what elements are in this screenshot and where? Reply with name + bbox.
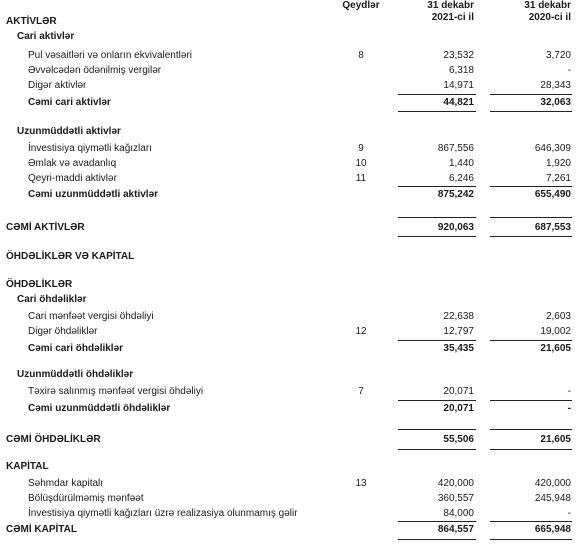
row-note: 7 [358,386,364,397]
rule-line [398,94,476,95]
value-2020: - [567,386,571,397]
row-label: CƏMİ ÖHDƏLİKLƏR [6,434,101,445]
table-row [0,492,582,506]
section-heading-assets [0,15,582,29]
section-heading-liabilities-equity [0,250,582,264]
row-label: Əvvəlcədən ödənilmiş vergilər [28,65,162,76]
row-label: ÖHDƏLİKLƏR VƏ KAPİTAL [6,251,135,262]
rule-line [398,186,476,187]
value-2021: 23,532 [443,50,474,61]
value-2021: 20,071 [443,403,474,414]
table-row [0,385,582,399]
value-2020: 646,309 [534,143,571,154]
rule-line [490,111,572,112]
value-2020: 1,920 [545,158,571,169]
value-2020: 420,000 [534,478,571,489]
rule-line [398,340,476,341]
subtotal-row [0,342,582,356]
rule-line [490,400,572,401]
subheading-current-assets [0,30,582,44]
rule-line [398,400,476,401]
row-note: 11 [355,173,367,184]
table-row [0,49,582,63]
rule-line [490,429,572,430]
row-note: 9 [358,143,364,154]
rule-line [398,236,476,237]
value-2021: 864,557 [437,524,474,535]
value-2021: 12,797 [443,326,474,337]
grand-total-row [0,221,582,235]
value-2021: 420,000 [437,478,474,489]
row-label: Cari öhdəliklər [17,294,87,305]
row-label: Qeyri-maddi aktivlər [28,173,117,184]
value-2021: 35,435 [443,343,474,354]
row-note: 12 [355,326,367,337]
subtotal-row [0,96,582,110]
row-label: İnvestisiya qiymətli kağızları [28,143,152,154]
value-2021: 360,557 [437,493,474,504]
row-label: İnvestisiya qiymətli kağızları üzrə realizasiya olunmamış gəlir [28,508,298,519]
table-row [0,142,582,156]
subtotal-row [0,402,582,416]
value-2020: 2,603 [545,311,571,322]
rule-line [398,449,476,450]
value-2020: - [567,403,571,414]
row-note: 13 [355,478,367,489]
value-2021: 867,556 [437,143,474,154]
value-2020: 19,002 [540,326,571,337]
column-header-notes [338,0,384,12]
rule-line [398,539,476,540]
value-2021: 22,638 [443,311,474,322]
value-2021: 920,063 [437,222,474,233]
value-2020: 32,063 [540,97,571,108]
value-2020: 655,490 [534,189,571,200]
row-label: Cəmi cari öhdəliklər [28,343,124,354]
row-label: Bölüşdürülməmiş mənfəət [28,493,144,504]
rule-line [490,217,572,218]
row-label: CƏMİ KAPİTAL [6,524,77,535]
section-heading-equity [0,460,582,474]
table-row [0,477,582,491]
rule-line [490,539,572,540]
row-label: Cari mənfəət vergisi öhdəliyi [28,311,154,322]
header-2020-line2: 2020-ci il [528,12,571,23]
header-2021-line1: 31 dekabr [427,0,474,11]
row-label: Cəmi cari aktivlər [28,97,111,108]
value-2020: - [567,65,571,76]
table-row [0,172,582,186]
table-row [0,507,582,521]
value-2020: 665,948 [534,524,571,535]
rule-line [398,429,476,430]
row-label: Pul vəsaitləri və onların ekvivalentləri [28,50,192,61]
value-2020: 21,605 [540,434,571,445]
rule-line [398,217,476,218]
rule-line [398,521,476,522]
subheading-noncurrent-liabilities [0,368,582,382]
subtotal-row [0,188,582,202]
value-2021: 6,318 [448,65,474,76]
value-2021: 6,246 [448,173,474,184]
value-2021: 55,506 [443,434,474,445]
rule-line [490,340,572,341]
grand-total-row [0,523,582,537]
table-row [0,79,582,93]
row-label: Uzunmüddətli öhdəliklər [17,369,134,380]
grand-total-row [0,433,582,447]
rule-line [490,521,572,522]
table-row [0,325,582,339]
row-label: AKTİVLƏR [6,16,57,27]
section-heading-liabilities [0,278,582,292]
value-2021: 20,071 [443,386,474,397]
rule-line [490,94,572,95]
row-label: ÖHDƏLİKLƏR [6,279,73,290]
value-2020: 3,720 [545,50,571,61]
value-2020: 7,261 [545,173,571,184]
notes-header-label: Qeydlər [342,0,380,11]
row-label: KAPİTAL [6,461,49,472]
value-2020: - [567,508,571,519]
table-row [0,157,582,171]
row-label: Uzunmüddətli aktivlər [17,126,121,137]
row-label: Cəmi uzunmüddətli aktivlər [28,189,159,200]
rule-line [490,449,572,450]
row-label: CƏMİ AKTİVLƏR [6,222,85,233]
value-2021: 14,971 [443,80,474,91]
value-2021: 875,242 [437,189,474,200]
value-2021: 1,440 [448,158,474,169]
row-note: 10 [355,158,367,169]
row-label: Digər öhdəliklər [28,326,98,337]
rule-line [490,186,572,187]
table-row [0,64,582,78]
header-2021-line2: 2021-ci il [431,12,474,23]
table-row [0,310,582,324]
value-2021: 84,000 [443,508,474,519]
row-note: 8 [358,50,364,61]
row-label: Səhmdar kapitalı [28,478,104,489]
value-2020: 245,948 [534,493,571,504]
subheading-current-liabilities [0,293,582,307]
value-2020: 28,343 [540,80,571,91]
value-2020: 687,553 [534,222,571,233]
value-2020: 21,605 [540,343,571,354]
subheading-noncurrent-assets [0,125,582,139]
row-label: Cəmi uzunmüddətli öhdəliklər [28,403,171,414]
value-2021: 44,821 [443,97,474,108]
row-label: Digər aktivlər [28,80,87,91]
rule-line [398,111,476,112]
row-label: Əmlak və avadanlıq [28,158,117,169]
row-label: Cari aktivlər [17,31,75,42]
header-2020-line1: 31 dekabr [524,0,571,11]
row-label: Təxirə salınmış mənfəət vergisi öhdəliyi [28,386,204,397]
rule-line [490,236,572,237]
